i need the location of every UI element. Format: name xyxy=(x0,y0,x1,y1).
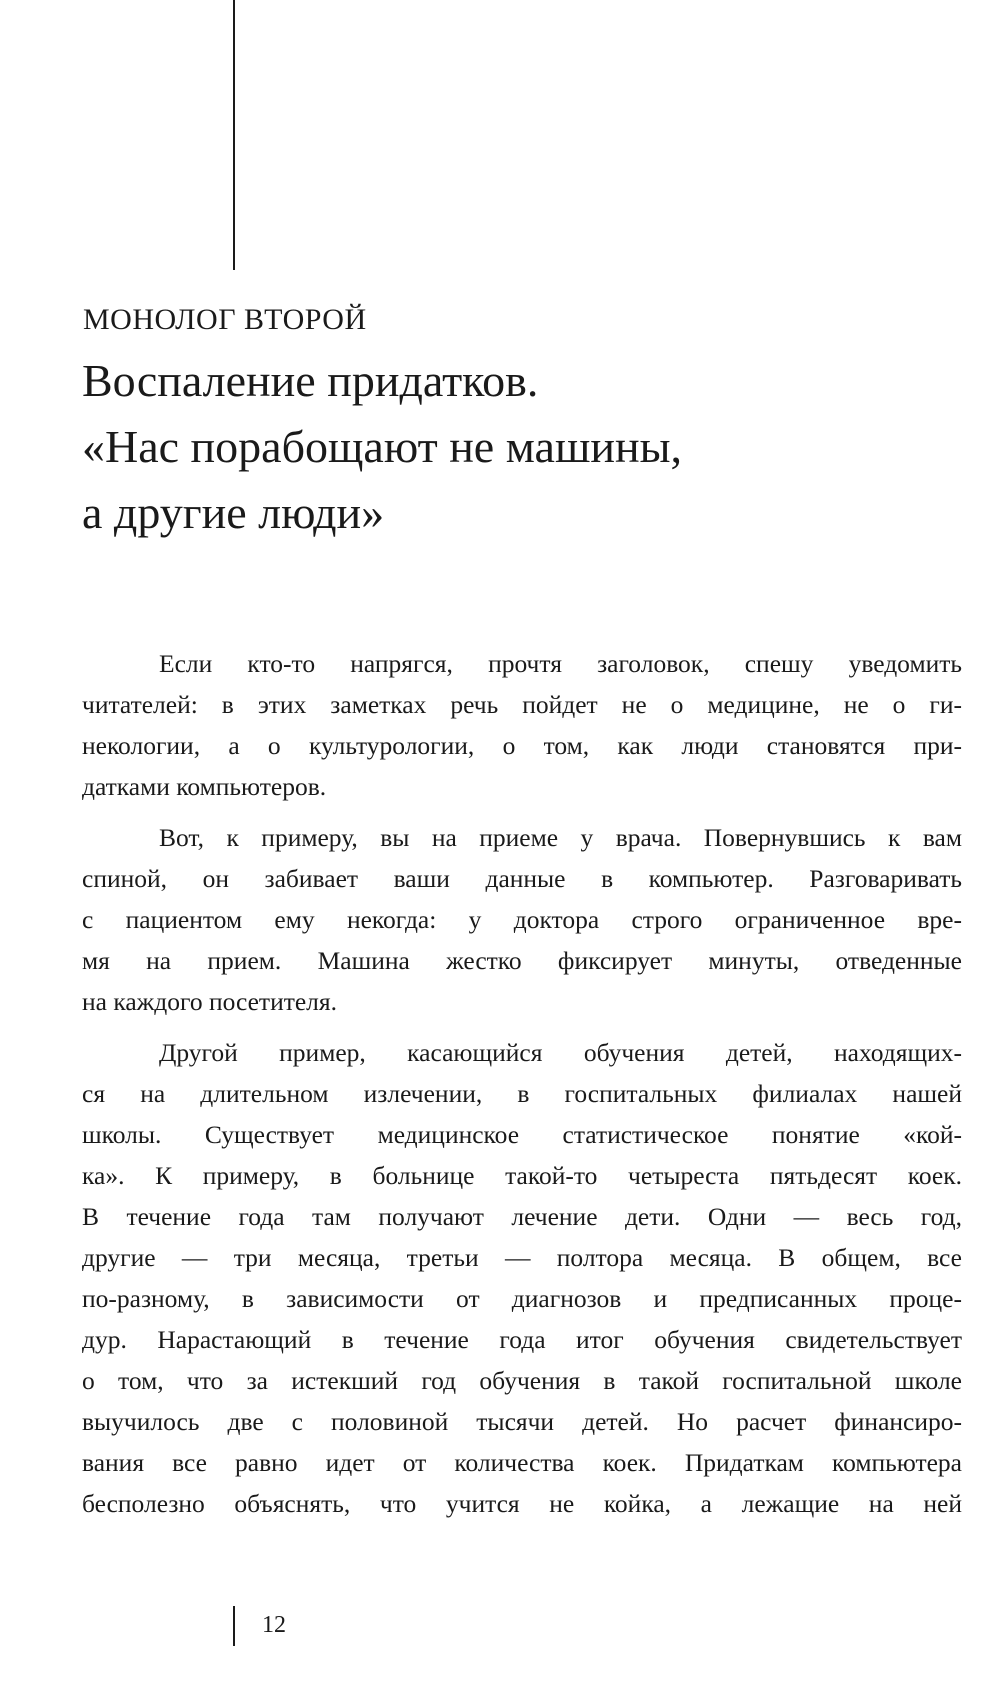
chapter-title-line: а другие люди» xyxy=(82,487,385,538)
text-line: некологии, а о культурологии, о том, как люди становятся при- xyxy=(82,731,962,760)
top-vertical-rule xyxy=(233,0,235,270)
chapter-title-line: Воспаление придатков. xyxy=(82,355,539,406)
chapter-title-line: «Нас порабощают не машины, xyxy=(82,421,682,472)
text-line: выучилось две с половиной тысячи детей. Но расчет финансиро- xyxy=(82,1407,962,1436)
text-line: Другой пример, касающийся обучения детей, находящих- xyxy=(159,1038,962,1067)
text-line: вания все равно идет от количества коек. Придаткам компьютера xyxy=(82,1448,962,1477)
text-line: Вот, к примеру, вы на приеме у врача. Повернувшись к вам xyxy=(159,823,962,852)
text-line: мя на прием. Машина жестко фиксирует минуты, отведенные xyxy=(82,946,962,975)
text-line: другие — три месяца, третьи — полтора месяца. В общем, все xyxy=(82,1243,962,1272)
text-line: дур. Нарастающий в течение года итог обучения свидетельствует xyxy=(82,1325,962,1354)
paragraph xyxy=(82,643,962,807)
text-line: ся на длительном излечении, в госпитальных филиалах нашей xyxy=(82,1079,962,1108)
page-number: 12 xyxy=(262,1612,286,1638)
paragraph xyxy=(82,1032,962,1524)
footer-vertical-rule xyxy=(233,1606,235,1646)
text-line: с пациентом ему некогда: у доктора строго ограниченное вре- xyxy=(82,905,962,934)
text-line: Если кто-то напрягся, прочтя заголовок, спешу уведомить xyxy=(159,649,962,678)
text-line: школы. Существует медицинское статистическое понятие «кой- xyxy=(82,1120,962,1149)
paragraph xyxy=(82,817,962,1022)
text-line: по-разному, в зависимости от диагнозов и предписанных проце- xyxy=(82,1284,962,1313)
text-line: В течение года там получают лечение дети. Одни — весь год, xyxy=(82,1202,962,1231)
text-line: ка». К примеру, в больнице такой-то четыреста пятьдесят коек. xyxy=(82,1161,962,1190)
chapter-label: МОНОЛОГ ВТОРОЙ xyxy=(83,303,367,336)
body-text xyxy=(82,643,962,1534)
text-line: спиной, он забивает ваши данные в компьютер. Разговаривать xyxy=(82,864,962,893)
text-line: о том, что за истекший год обучения в такой госпитальной школе xyxy=(82,1366,962,1395)
text-line: на каждого посетителя. xyxy=(82,987,338,1016)
text-line: читателей: в этих заметках речь пойдет не о медицине, не о ги- xyxy=(82,690,962,719)
text-line: датками компьютеров. xyxy=(82,772,327,801)
chapter-title xyxy=(82,348,962,546)
text-line: бесполезно объяснять, что учится не койка, а лежащие на ней xyxy=(82,1489,962,1518)
